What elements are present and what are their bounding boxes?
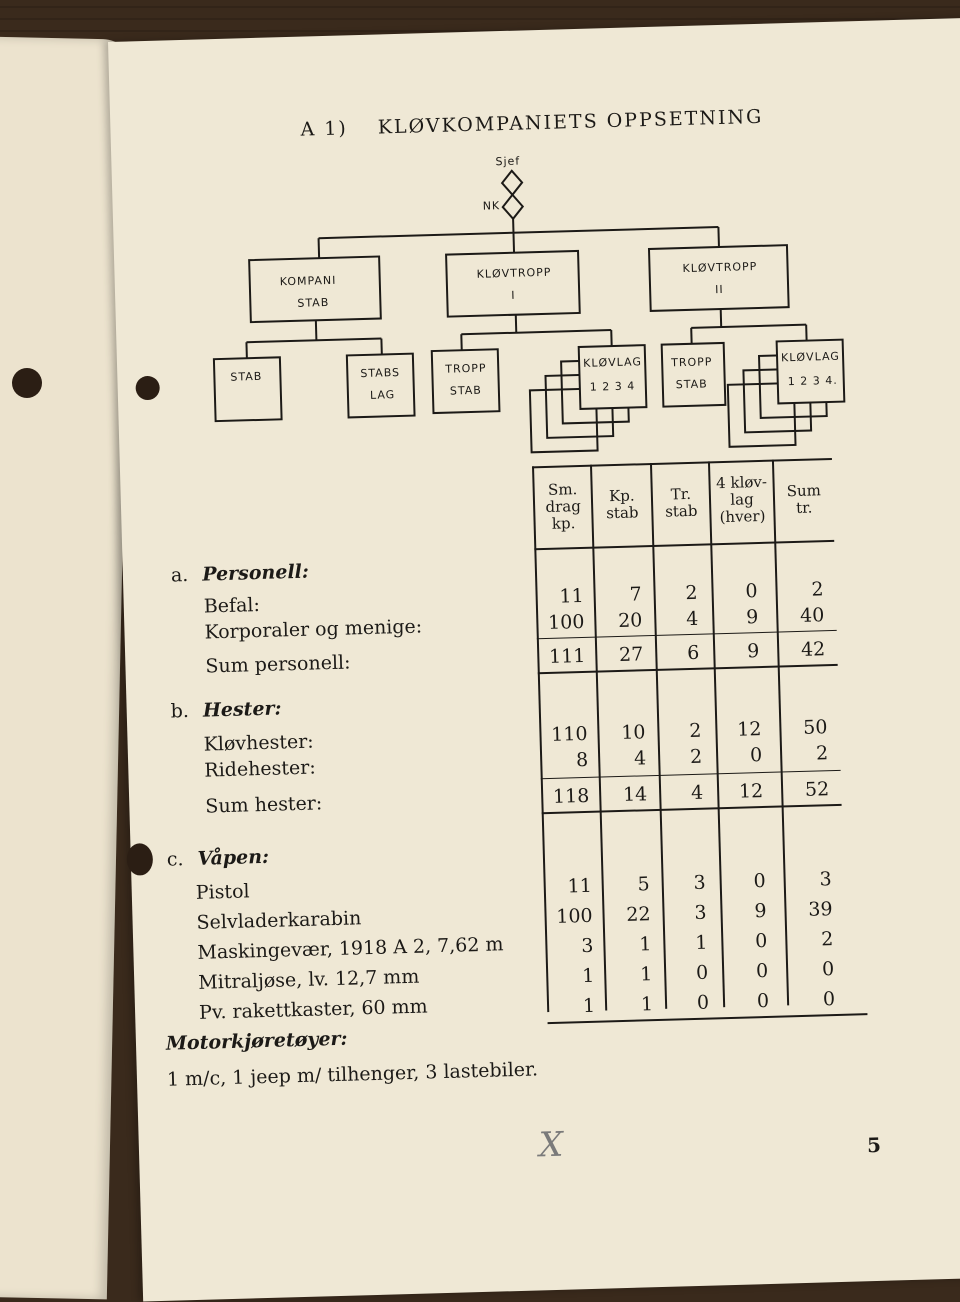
section-name: Våpen: xyxy=(197,846,269,870)
cell-ridehester-1: 4 xyxy=(594,747,647,770)
cell-korporaler-1: 20 xyxy=(590,609,643,632)
cell-befal-4: 2 xyxy=(771,578,824,601)
org-unit-kompani-title: KOMPANI xyxy=(280,274,337,289)
title-prefix: A 1) xyxy=(300,117,348,140)
cell-maskingevaer-3: 0 xyxy=(715,930,768,953)
section-vapen xyxy=(167,846,270,871)
cell-korporaler-4: 40 xyxy=(772,604,825,627)
org-sub-klovlag-2: KLØVLAG xyxy=(781,350,840,365)
cell-sum-hester-2: 4 xyxy=(651,782,704,805)
cell-mitraljose-3: 0 xyxy=(716,960,769,983)
table-header-rule xyxy=(534,540,834,550)
section-name: Hester: xyxy=(203,697,282,721)
org-sub-klovlag-1-nums: 1 2 3 4 xyxy=(590,379,636,393)
org-label-sjef: Sjef xyxy=(495,155,520,169)
row-label-klovhester: Kløvhester: xyxy=(203,731,314,756)
org-sub-klovlag-2-nums: 1 2 3 4. xyxy=(788,374,838,388)
cell-rakettkaster-2: 0 xyxy=(657,992,710,1015)
cell-klovhester-1: 10 xyxy=(593,721,646,744)
cell-ridehester-4: 2 xyxy=(776,742,829,765)
org-sub-troppstab-1: TROPP xyxy=(445,362,487,376)
cell-klovhester-4: 50 xyxy=(775,716,828,739)
org-unit-troop2-sub: II xyxy=(715,283,724,296)
cell-selvlader-4: 39 xyxy=(780,898,833,921)
row-label-sum-personell: Sum personell: xyxy=(205,651,351,677)
col-header-sm-drag: Sm. drag kp. xyxy=(534,481,591,534)
document-page xyxy=(108,17,960,1301)
cell-befal-3: 0 xyxy=(705,580,758,603)
org-sub-troppstab2-2: STAB xyxy=(676,377,708,391)
cell-ridehester-3: 0 xyxy=(710,744,763,767)
org-unit-troop2-title: KLØVTROPP xyxy=(682,260,757,275)
cell-rakettkaster-4: 0 xyxy=(783,988,836,1011)
cell-mitraljose-4: 0 xyxy=(782,958,835,981)
cell-klovhester-0: 110 xyxy=(535,723,588,746)
cell-korporaler-2: 4 xyxy=(646,608,699,631)
row-label-mitraljose: Mitraljøse, lv. 12,7 mm xyxy=(198,966,420,994)
cell-sum-personell-2: 6 xyxy=(647,642,700,665)
org-sub-troppstab-2: STAB xyxy=(450,384,482,398)
cell-sum-hester-1: 14 xyxy=(595,783,648,806)
cell-korporaler-0: 100 xyxy=(532,611,585,634)
row-label-maskingevaer: Maskingevær, 1918 A 2, 7,62 m xyxy=(197,933,504,964)
cell-rakettkaster-1: 1 xyxy=(601,993,654,1016)
cell-rakettkaster-3: 0 xyxy=(717,990,770,1013)
cell-pistol-4: 3 xyxy=(779,868,832,891)
org-sub-klovlag-1: KLØVLAG xyxy=(583,355,642,370)
cell-sum-personell-0: 111 xyxy=(533,645,586,668)
motor-heading: Motorkjøretøyer: xyxy=(166,1028,348,1055)
org-label-nk: NK xyxy=(483,199,501,212)
cell-befal-0: 11 xyxy=(531,585,584,608)
cell-mitraljose-1: 1 xyxy=(600,963,653,986)
org-sub-stabslag-1: STABS xyxy=(360,366,400,380)
cell-sum-hester-0: 118 xyxy=(537,785,590,808)
cell-maskingevaer-2: 1 xyxy=(655,932,708,955)
col-header-tr-stab: Tr. stab xyxy=(653,485,710,521)
row-label-rakettkaster: Pv. rakettkaster, 60 mm xyxy=(199,995,428,1023)
cell-maskingevaer-0: 3 xyxy=(541,935,594,958)
page-number: 5 xyxy=(867,1133,882,1157)
cell-sum-hester-3: 12 xyxy=(711,780,764,803)
section-letter: c. xyxy=(167,848,184,870)
cell-maskingevaer-4: 2 xyxy=(781,928,834,951)
cell-pistol-3: 0 xyxy=(713,870,766,893)
row-label-pistol: Pistol xyxy=(195,880,249,903)
cell-befal-1: 7 xyxy=(589,583,642,606)
cell-klovhester-2: 2 xyxy=(649,720,702,743)
org-sub-troppstab2-1: TROPP xyxy=(671,355,713,369)
section-hester xyxy=(170,697,281,722)
org-unit-kompani-sub: STAB xyxy=(297,296,329,310)
cell-klovhester-3: 12 xyxy=(709,718,762,741)
section-name: Personell: xyxy=(202,561,309,586)
cell-pistol-0: 11 xyxy=(539,875,592,898)
motor-text: 1 m/c, 1 jeep m/ tilhenger, 3 lastebiler. xyxy=(167,1058,539,1090)
table-bottom-rule xyxy=(548,1013,868,1024)
cell-sum-personell-4: 42 xyxy=(773,638,826,661)
cell-pistol-2: 3 xyxy=(653,872,706,895)
title-text: KLØVKOMPANIETS OPPSETNING xyxy=(377,106,763,139)
cell-mitraljose-2: 0 xyxy=(656,962,709,985)
org-sub-stabslag-2: LAG xyxy=(370,388,396,402)
cell-selvlader-2: 3 xyxy=(654,902,707,925)
cell-selvlader-0: 100 xyxy=(540,905,593,928)
cell-maskingevaer-1: 1 xyxy=(599,933,652,956)
cell-befal-2: 2 xyxy=(645,582,698,605)
section-letter: a. xyxy=(171,564,189,586)
org-unit-troop1-sub: I xyxy=(511,289,516,302)
section-letter: b. xyxy=(170,700,189,722)
org-chart xyxy=(181,132,850,490)
org-unit-troop1-title: KLØVTROPP xyxy=(476,266,551,281)
row-label-sum-hester: Sum hester: xyxy=(205,792,322,817)
cell-selvlader-1: 22 xyxy=(598,903,651,926)
cell-sum-personell-1: 27 xyxy=(591,643,644,666)
col-header-sum-tr: Sum tr. xyxy=(775,482,834,518)
binder-hole xyxy=(126,843,153,876)
cell-pistol-1: 5 xyxy=(597,873,650,896)
cell-korporaler-3: 9 xyxy=(706,606,759,629)
row-label-befal: Befal: xyxy=(203,594,260,618)
cell-mitraljose-0: 1 xyxy=(542,965,595,988)
cell-ridehester-0: 8 xyxy=(536,749,589,772)
sum-rule xyxy=(541,770,841,779)
cell-ridehester-2: 2 xyxy=(650,746,703,769)
cell-sum-personell-3: 9 xyxy=(707,640,760,663)
row-label-selvladerkarabin: Selvladerkarabin xyxy=(196,907,361,934)
binder-hole xyxy=(12,368,42,398)
org-sub-stab: STAB xyxy=(230,370,262,384)
pencil-mark: X xyxy=(538,1125,563,1166)
col-header-kp-stab: Kp. stab xyxy=(593,487,652,523)
col-header-klovlag: 4 kløv- lag (hver) xyxy=(708,474,775,527)
binder-hole xyxy=(135,376,160,401)
cell-rakettkaster-0: 1 xyxy=(543,995,596,1018)
row-label-ridehester: Ridehester: xyxy=(204,756,316,781)
cell-sum-hester-4: 52 xyxy=(777,778,830,801)
section-personell xyxy=(171,561,310,587)
row-label-korporaler: Korporaler og menige: xyxy=(204,615,422,643)
cell-selvlader-3: 9 xyxy=(714,900,767,923)
